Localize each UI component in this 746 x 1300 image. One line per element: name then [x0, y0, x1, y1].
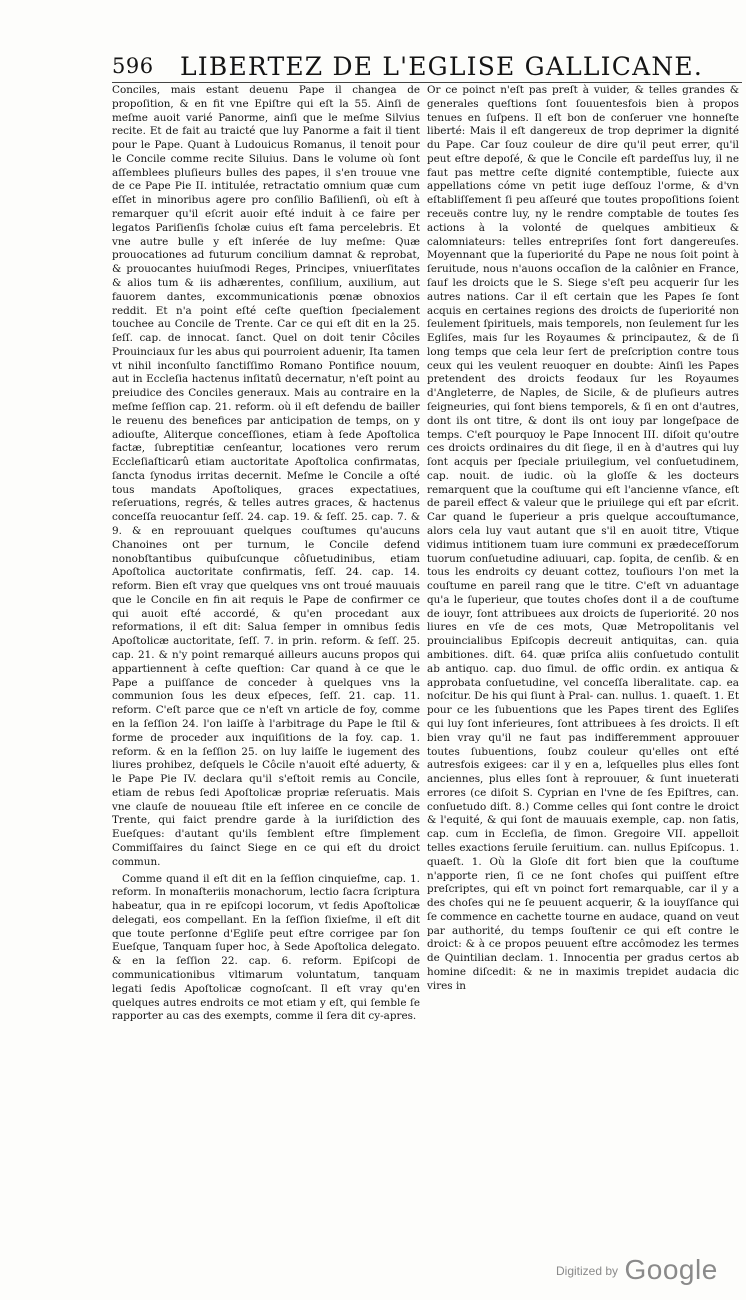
google-logo: Google: [624, 1254, 718, 1285]
watermark-prefix: Digitized by: [556, 1264, 619, 1278]
right-column: [427, 84, 739, 994]
page-header: [112, 52, 732, 86]
paragraph: Conciles, mais estant deuenu Pape il changea de propoſition, & en fit vne Epiſtre qui eſt la 55. Ainſi de meſme auoit varié Panorme, ainſi que le meſme Silvius recite. Et de fait au traicté que luy Panorme a fait il tient pour le Pape. Quant à Ludouicus Romanus, il tenoit pour le Concile comme recite Siluius. Dans le volume où ſont aſſemblees pluſieurs bulles des papes, il s'en trouue vne de ce Pape Pie II. intitulée, retractatio omnium quæ cum eſſet in minoribus agere pro conſilio Baſilienſi, où eſt à remarquer qu'il eſcrit auoir eſté induit à ce faire per legatos Pariſienſis ſcholæ cuius eſt fama percelebris. Et vne autre bulle y eſt inſerée de luy meſme: Quæ prouocationes ad futurum concilium damnat & reprobat, & prouocantes huiuſmodi Reges, Principes, vniuerſitates & alios tum & iis adhærentes, conſilium, auxilium, aut fauorem dantes, excommunicationis pœnæ obnoxios reddit. Et n'a point eſté ceſte queſtion ſpecialement touchee au Concile de Trente. Car ce qui eſt dit en la 25. ſeſſ. cap. de innocat. ſanct. Quel on doit tenir Côciles Prouinciaux ſur les abus qui pourroient aduenir, Ita tamen vt nihil inconſulto ſanctiſſimo Romano Pontifice nouum, aut in Eccleſia hactenus inſitatû decernatur, n'eſt point au preiudice des Conciles generaux. Mais au contraire en la meſme ſeſſion cap. 21. reform. où il eſt defendu de bailler le reuenu des benefices par anticipation de temps, on y adiouſte, Aliterque conceſſiones, etiam à ſede Apoſtolica factæ, ſubreptitiæ cenſeantur, locationes vero rerum Eccleſiaſticarû etiam auctoritate Apoſtolica confirmatas, ſancta ſynodus irritas decernit. Meſme le Concile a oſté tous mandats Apoſtoliques, graces expectatiues, reſeruations, regrés, & telles autres graces, & hactenus conceſſa reuocantur ſeſſ. 24. cap. 19. & ſeſſ. 25. cap. 7. & 9. & en reprouuant quelques couſtumes qu'aucuns Chanoines ont per turnum, le Concile defend nonobſtantibus quibuſcunque côſuetudinibus, etiam Apoſtolica auctoritate confirmatis, ſeſſ. 24. cap. 14. reform. Bien eſt vray que quelques vns ont troué mauuais que le Concile en fin ait requis le Pape de confirmer ce qui auoit eſté accordé, & qu'en procedant aux reformations, il eſt dit: Salua ſemper in omnibus ſedis Apoſtolicæ auctoritate, ſeſſ. 7. in prin. reform. & ſeſſ. 25. cap. 21. & n'y point remarqué ailleurs aucuns propos qui appartiennent à ceſte queſtion: Car quand à ce que le Pape a puiſſance de conceder à quelques vns la communion ſous les deux eſpeces, ſeſſ. 21. cap. 11. reform. C'eſt parce que ce n'eſt vn article de foy, comme en la ſeſſion 24. l'on laiſſe à l'arbitrage du Pape le ſtil & forme de proceder aux inquiſitions de la foy. cap. 1. reform. & en la ſeſſion 25. on luy laiſſe le iugement des liures prohibez, deſquels le Côcile n'auoit eſté aduerty, & le Pape Pie IV. declara qu'il s'eſtoit remis au Concile, etiam de rebus ſedi Apoſtolicæ propriæ reſeruatis. Mais vne clauſe de nouueau ſtile eſt inſeree en ce concile de Trente, qui faict prendre garde à la iuriſdiction des Eueſques: d'autant qu'ils ſemblent eſtre ſimplement Commiſſaires du ſainct Siege en ce qui eſt du droict commun.: [112, 84, 420, 868]
paragraph: Comme quand il eſt dit en la ſeſſion cinquieſme, cap. 1. reform. In monaſteriis monachorum, lectio ſacra ſcriptura habeatur, qua in re epiſcopi locorum, vt ſedis Apoſtolicæ delegati, eos compellant. En la ſeſſion ſixieſme, il eſt dit que toute perſonne d'Egliſe peut eſtre corrigee par ſon Eueſque, Tanquam ſuper hoc, à Sede Apoſtolica delegato. & en la ſeſſion 22. cap. 6. reform. Epiſcopi de communicationibus vltimarum voluntatum, tanquam legati ſedis Apoſtolicæ cognoſcant. Il eſt vray qu'en quelques autres endroits ce mot etiam y eſt, qui ſemble ſe rapporter au cas des exempts, comme il ſera dit cy-apres.: [112, 872, 420, 1023]
header-divider: [112, 82, 742, 83]
running-title: LIBERTEZ DE L'EGLISE GALLICANE.: [180, 52, 704, 81]
paragraph: Or ce poinct n'eſt pas preſt à vuider, & telles grandes & generales queſtions ſont ſouuentesfois bien à propos tenues en ſuſpens. Il eſt bon de conſeruer vne honneſte liberté: Mais il eſt dangereux de trop deprimer la dignité du Pape. Car ſouz couleur de dire qu'il peut errer, qu'il peut eſtre depoſé, & que le Concile eſt pardeſſus luy, il ne faut pas mettre ceſte dignité contemptible, ſuiecte aux appellations cóme vn petit iuge deſſouz l'orme, & d'vn eſtabliſſement ſi peu aſſeuré que toutes propoſitions ſoient receuës contre luy, ny le rendre comptable de toutes ſes actions à la volonté de quelques ambitieux & calomniateurs: telles entrepriſes ſont fort dangereuſes. Moyennant que la ſuperiorité du Pape ne nous ſoit point à ſeruitude, nous n'auons occaſion de la calônier en France, ſauf les droicts que le S. Siege s'eſt peu acquerir ſur les autres nations. Car il eſt certain que les Papes ſe ſont acquis en certaines regions des droicts de ſuperiorité non ſeulement ſpirituels, mais temporels, non ſeulement ſur les Egliſes, mais ſur les Royaumes & principautez, & de ſi long temps que cela leur ſert de preſcription contre tous ceux qui les veulent reuoquer en doubte: Ainſi les Papes pretendent des droicts feodaux ſur les Royaumes d'Angleterre, de Naples, de Sicile, & de pluſieurs autres ſeigneuries, qui ſont biens temporels, & ſi en ont d'autres, dont ils ont titre, & dont ils ont iouy par longeſpace de temps. C'eſt pourquoy le Pape Innocent III. diſoit qu'outre ces droicts ordinaires du dit ſiege, il en à d'autres qui luy ſont acquis per ſpeciale priuilegium, vel conſuetudinem, cap. nouit. de iudic. où la gloſſe & les docteurs remarquent que la couſtume qui eſt l'ancienne vſance, eſt de pareil effect & valeur que le priuilege qui eſt par eſcrit. Car quand le ſuperieur a pris quelque accouſtumance, alors cela luy vaut autant que s'il en auoit titre, Vtique vidimus intitionem tuam iure communi ex prædeceſſorum tuorum conſuetudine adiuuari, cap. ſopita, de cenſib. & en tous les endroits cy deuant cottez, touſiours l'on met la couſtume en pareil rang que le titre. C'eſt vn aduantage qu'a le ſuperieur, que toutes choſes dont il a de couſtume de iouyr, ſont attribuees aux droicts de ſuperiorité. 20 nos liures en vſe de ces mots, Quæ Metropolitanis vel prouincialibus Epiſcopis decreuit antiquitas, can. quia ambitiones. diſt. 64. quæ priſca aliis conſuetudo contulit ab antiquo. cap. duo ſimul. de offic ordin. ex antiqua & approbata conſuetudine, vel conceſſa liberalitate. cap. ea noſcitur. De his qui ſiunt à Pral- can. nullus. 1. quaeſt. 1. Et pour ce les ſubuentions que les Papes tirent des Egliſes qui luy ſont inferieures, ſont attribuees à ſes droicts. Il eſt bien vray qu'il ne faut pas indifferemment approuuer toutes ſubuentions, ſoubz couleur qu'elles ont eſté autresfois exigees: car il y en a, leſquelles plus elles ſont anciennes, plus elles ſont à reprouuer, & ſunt inueterati errores (ce diſoit S. Cyprian en l'vne de ſes Epiſtres, can. conſuetudo diſt. 8.) Comme celles qui ſont contre le droict & l'equité, & qui ſont de mauuais exemple, cap. non ſatis, cap. cum in Eccleſia, de ſimon. Gregoire VII. appelloit telles exactions ſeruile ſeruitium. can. nullus Epiſcopus. 1. quaeſt. 1. Où la Gloſe dit fort bien que la couſtume n'apporte rien, ſi ce ne ſont choſes qui puiſſent eſtre preſcriptes, qui eſt vn poinct fort remarquable, car il y a des choſes qui ne ſe peuuent acquerir, & la iouyſſance qui ſe commence en cachette tourne en audace, quand on veut par authorité, du temps ſouſtenir ce qui eſt contre le droict: & à ce propos peuuent eſtre accômodez les termes de Quintilian declam. 1. Innocentia per gradus certos ab homine diſcedit: & ne in maximis trepidet audacia dic vires in: [427, 84, 739, 992]
digitized-watermark: [556, 1254, 718, 1286]
left-column: [112, 84, 420, 1024]
page-number: 596: [112, 54, 154, 78]
